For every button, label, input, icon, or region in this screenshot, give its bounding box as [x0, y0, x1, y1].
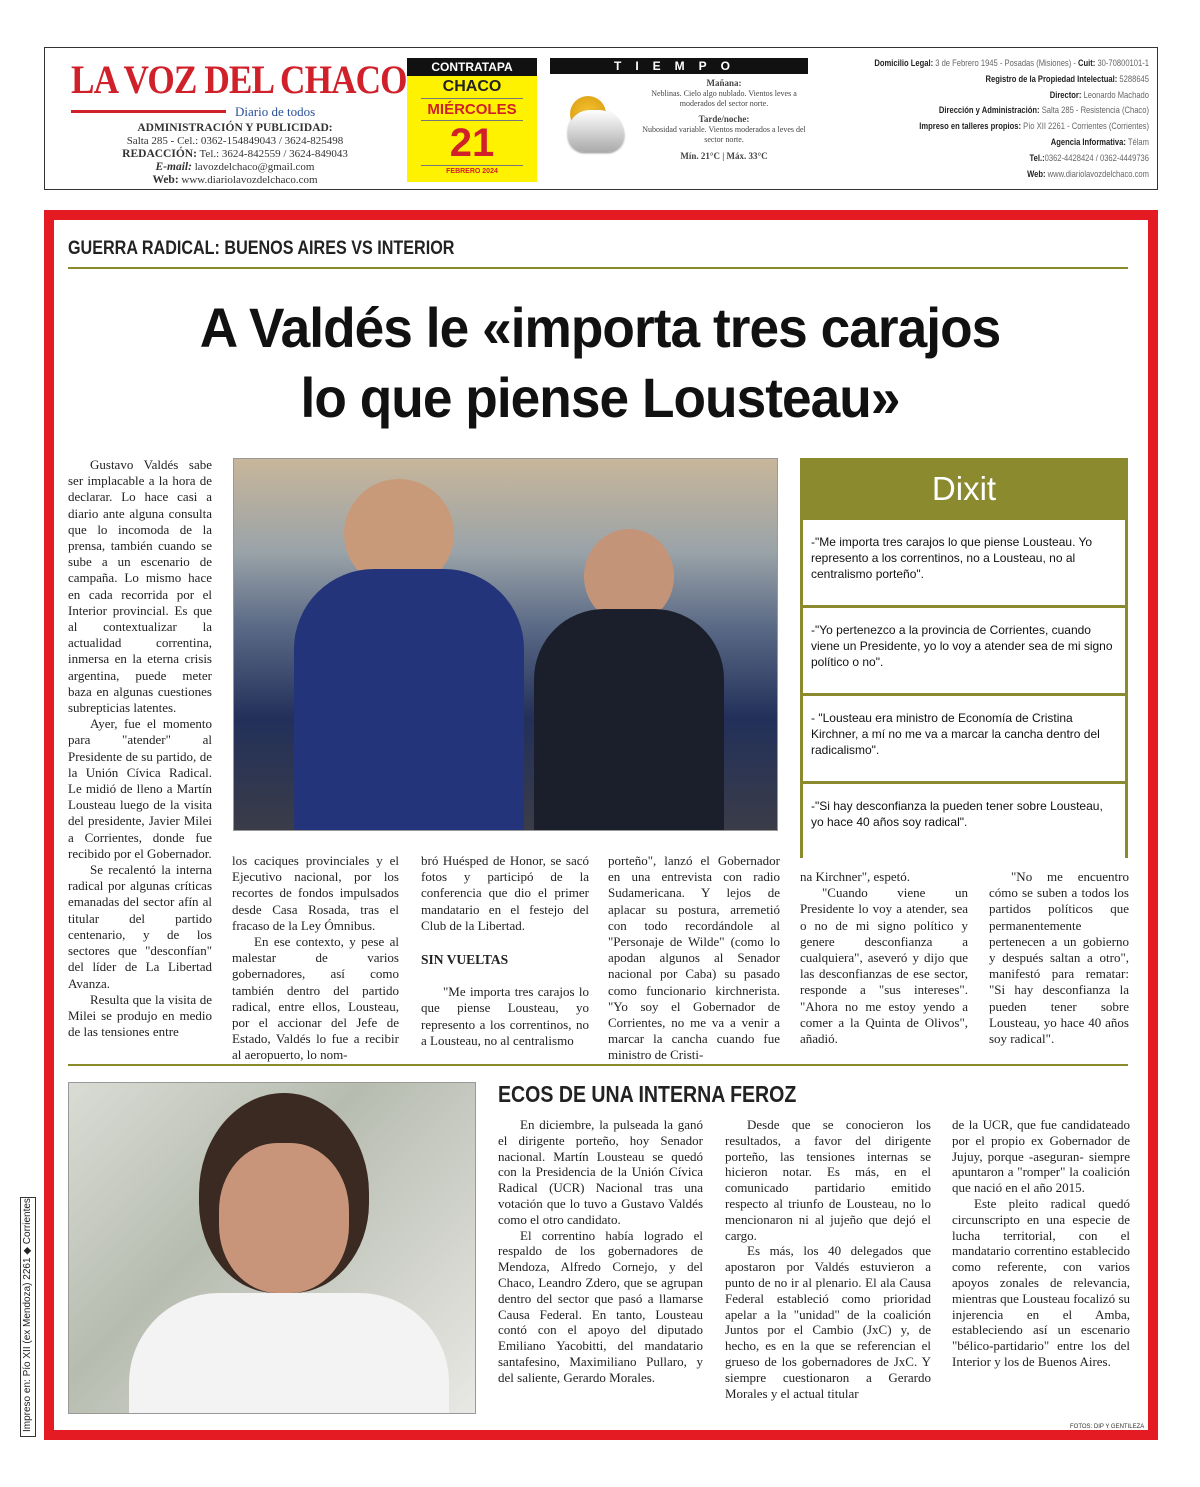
- email: lavozdelchaco@gmail.com: [194, 161, 315, 173]
- admin-title: ADMINISTRACIÓN Y PUBLICIDAD:: [137, 122, 333, 134]
- article-column: [608, 853, 780, 1064]
- article-column: [498, 1117, 703, 1386]
- dixit-quote: -"Yo pertenezco a la provincia de Corrientes, cuando viene un Presidente, yo lo voy a atender sea de mi signo político o no".: [803, 608, 1125, 693]
- paragraph: Resulta que la visita de Milei se produjo en medio de las tensiones entre: [68, 991, 212, 1040]
- day-number: 21: [449, 121, 495, 165]
- redaccion-phones: Tel.: 3624-842559 / 3624-849043: [199, 148, 348, 160]
- contact-info: [85, 122, 385, 187]
- paragraph: bró Huésped de Honor, se sacó fotos y participó de la conferencia que dio el primer mandatario en el festejo del Club de la Libertad.: [421, 853, 589, 933]
- paragraph: En diciembre, la pulseada la ganó el dirigente porteño, hoy Senador nacional. Martín Lousteau se quedó con la Presidencia de la Unión Cívica Radical (UCR) Nacional tras una votación que lo tuvo a Gustavo Valdés como el otro candidato.: [498, 1117, 703, 1227]
- admin-line: Salta 285 - Cel.: 0362-154849043 / 3624-825498: [126, 135, 344, 147]
- legal-line: Agencia Informativa: Télam: [1050, 136, 1149, 148]
- kicker: GUERRA RADICAL: BUENOS AIRES VS INTERIOR: [68, 238, 455, 259]
- paragraph: los caciques provinciales y el Ejecutivo nacional, por los recortes de fondos impulsados desde Casa Rosada, tras el fracaso de la Ley Ómnibus.: [232, 853, 399, 933]
- paragraph: "Cuando viene un Presidente lo voy a atender, sea o no de mi signo político y genere desconfianza a cualquiera", aseveró y dijo que las desconfianzas de ese sector, responde a "sus intereses". "Ahora no me estoy yendo a comer a la Quinta de Olivos", añadió.: [800, 885, 968, 1047]
- photo-lousteau: [68, 1082, 476, 1414]
- photo-valdes-milei: [233, 458, 778, 831]
- paragraph: En ese contexto, y pese al malestar de varios gobernadores, así como también dentro del partido radical, entre ellos, Lousteau, por el accionar del Jefe de Estado, Valdés lo fue a recibir al aeropuerto, lo nom-: [232, 934, 399, 1063]
- subhead: SIN VUELTAS: [421, 952, 509, 968]
- night-forecast: Nubosidad variable. Vientos moderados a leves del sector norte.: [642, 125, 806, 144]
- web-label: Web:: [152, 174, 179, 186]
- section-label: CONTRATAPA: [407, 58, 537, 76]
- dixit-quote: -"Me importa tres carajos lo que piense Lousteau. Yo represento a los correntinos, no a Lousteau, no al centralismo porteño".: [803, 520, 1125, 605]
- morning-forecast: Neblinas. Cielo algo nublado. Vientos leves a moderados del sector norte.: [651, 89, 797, 108]
- weather-box: [550, 58, 808, 182]
- dixit-quote: -"Si hay desconfianza la pueden tener sobre Lousteau, yo hace 40 años soy radical".: [803, 784, 1125, 869]
- morning-label: Mañana:: [706, 78, 742, 88]
- divider: [68, 1064, 1128, 1066]
- paragraph: Se recalentó la interna radical por algunas críticas emanadas del sector afín al titular del partido centenario, y de los sectores que "desconfían" del líder de La Libertad Avanza.: [68, 862, 212, 991]
- imprint: Impreso en: Pío XII (ex Mendoza) 2261 ◆ Corrientes: [20, 1197, 36, 1437]
- photo-credit: FOTOS: DIP Y GENTILEZA: [1070, 1424, 1145, 1430]
- legal-line: Impreso en talleres propios: Pío XII 2261 - Corrientes (Corrientes): [919, 121, 1149, 133]
- article-column: [232, 853, 399, 1064]
- paragraph: El correntino había logrado el respaldo de los gobernadores de Mendoza, Alfredo Cornejo, y del Chaco, Leandro Zdero, que se agrupan dentro del sector que pasó a llamarse Causa Federal. En tanto, Lousteau contó con el apoyo del diputado Emiliano Yacobitti, del mandatario santafesino, Maximiliano Pullaro, y del saliente, Gerardo Morales.: [498, 1227, 703, 1385]
- person-silhouette: [534, 609, 724, 831]
- paragraph: na Kirchner", espetó.: [800, 869, 910, 884]
- paragraph: Desde que se conocieron los resultados, a favor del dirigente porteño, las tensiones internas se hicieron notar. Es más, en el comunicado partidario emitido respecto al triunfo de Lousteau, no lo mencionaron ni al jujeño que dejó el cargo.: [725, 1117, 931, 1243]
- dixit-title: Dixit: [931, 470, 997, 507]
- dixit-box: [800, 458, 1128, 858]
- month-year: FEBRERO 2024: [421, 165, 523, 175]
- tagline: Diario de todos: [235, 104, 316, 119]
- headline: [60, 293, 1140, 433]
- night-label: Tarde/noche:: [698, 114, 750, 124]
- newspaper-logo: LA VOZ DEL CHACO: [71, 57, 407, 102]
- weather-forecast: [640, 78, 808, 161]
- divider: [68, 267, 1128, 269]
- date-box: [407, 58, 537, 182]
- paragraph: "Me importa tres carajos lo que piense Lousteau, yo represento a los correntinos, no a Lousteau, no al centralismo: [421, 984, 589, 1048]
- article-column: [421, 853, 589, 1049]
- cloud-icon: [568, 110, 624, 152]
- headline-line: A Valdés le «importa tres carajos: [199, 296, 1001, 359]
- paragraph: Ayer, fue el momento para "atender" al Presidente de su partido, de la Unión Cívica Radical. Le midió de lleno a Martín Lousteau luego de la visita del presidente, Javier Milei a Corrientes, donde fue recibido por el Gobernador.: [68, 716, 212, 861]
- email-label: E-mail:: [155, 161, 192, 173]
- legal-line: Registro de la Propiedad Intelectual: 5288645: [985, 73, 1149, 85]
- dixit-quote: - "Lousteau era ministro de Economía de Cristina Kirchner, a mí no me va a marcar la cancha dentro del radicalismo".: [803, 696, 1125, 781]
- article-column: [989, 869, 1129, 1047]
- article-column: [800, 869, 968, 1047]
- logo-underline: [71, 110, 226, 113]
- paragraph: porteño", lanzó el Gobernador en una entrevista con radio Sudamericana. Y lejos de aplacar su postura, arremetió con todo recordándole al "Personaje de Wilde" (como lo apodan algunos al Senador nacional por Caba) su pasado como funcionario kirchnerista. "Yo soy el Gobernador de Corrientes, no me va a venir a marcar la cancha cuando fue ministro de Cristi-: [608, 853, 780, 1063]
- legal-info: [845, 56, 1149, 182]
- legal-line: Domicilio Legal: 3 de Febrero 1945 - Posadas (Misiones) - Cuit: 30-70800101-1: [874, 58, 1149, 69]
- weather-title: TIEMPO: [550, 58, 808, 74]
- web: www.diariolavozdelchaco.com: [181, 174, 318, 186]
- legal-line: Tel.:0362-4428424 / 0362-4449736: [1029, 152, 1149, 164]
- headline-line: lo que piense Lousteau»: [300, 366, 900, 429]
- person-silhouette: [129, 1293, 449, 1414]
- paragraph: "No me encuentro cómo se suben a todos los partidos políticos que permanentemente pertenecen a un gobierno y después saltan a otro", manifestó para rematar: "Si hay desconfianza la pueden tener sobre Lousteau, yo hace 40 años soy radical".: [989, 869, 1129, 1047]
- legal-line: Dirección y Administración: Salta 285 - Resistencia (Chaco): [938, 105, 1149, 117]
- article-column: [952, 1117, 1130, 1370]
- paragraph: Gustavo Valdés sabe ser implacable a la hora de declarar. Lo hace casi a diario ante alguna consulta que lo incomoda de la prensa, también cuando se sube a un escenario de campaña. Lo mismo hace en cada recorrida por el Interior provincial. Es que al contextualizar la actualidad correntina, inmersa en la eterna crisis argentina, puede meter baza en algunas cuestiones subrepticias latentes.: [68, 457, 212, 716]
- weekday: MIÉRCOLES: [421, 101, 523, 121]
- paragraph: de la UCR, que fue candidateado por el propio ex Gobernador de Jujuy, porque -aseguran- siempre apuntaron a "romper" la coalición que nació en el año 2015.: [952, 1117, 1130, 1196]
- person-silhouette: [219, 1143, 349, 1293]
- region: CHACO: [421, 78, 523, 99]
- temperatures: Mín. 21°C | Máx. 33°C: [680, 151, 768, 161]
- person-silhouette: [294, 569, 524, 831]
- masthead: [44, 47, 1158, 190]
- paragraph: Es más, los 40 delegados que apostaron por Valdés estuvieron a punto de no ir al plenario. El ala Causa Federal estableció como prioridad apelar a la "unidad" de la coalición Juntos por el Cambio (JxC) y, de hecho, es en la que se referencian el grueso de los gobernadores de JxC. Y siempre cuestionaron a Gerardo Morales y el actual titular: [725, 1243, 931, 1401]
- legal-line: Web: www.diariolavozdelchaco.com: [1027, 168, 1149, 180]
- legal-line: Director: Leonardo Machado: [1049, 89, 1149, 101]
- article-column: [68, 457, 212, 1040]
- section-heading: ECOS DE UNA INTERNA FEROZ: [498, 1081, 797, 1107]
- redaccion-label: REDACCIÓN:: [122, 148, 197, 160]
- paragraph: Este pleito radical quedó circunscripto en una especie de lucha territorial, con el mandatario correntino establecido como referente, con varios apoyos zonales de relevancia, mientras que Lousteau focalizó su injerencia en el Amba, estableciendo así un escenario "bélico-partidario" entre los del Interior y los de Buenos Aires.: [952, 1195, 1130, 1369]
- article-column: [725, 1117, 931, 1401]
